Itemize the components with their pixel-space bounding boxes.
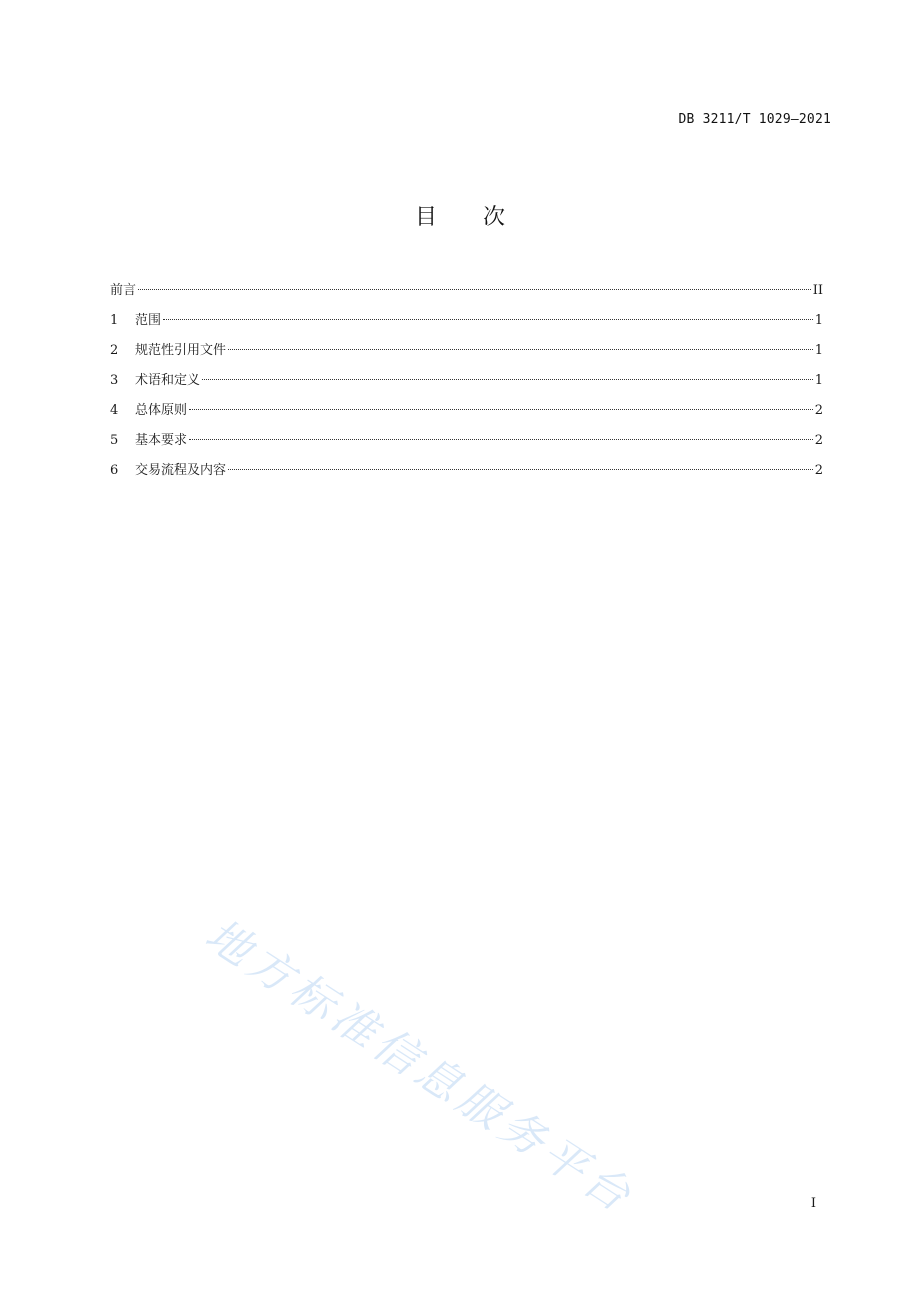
toc-entry-label: 总体原则 [135, 403, 188, 418]
standard-code: DB 3211/T 1029—2021 [678, 112, 831, 127]
title-char-2: 次 [483, 205, 506, 230]
toc-entry-number: 5 [110, 433, 119, 448]
toc-entry-label: 前言 [110, 283, 137, 298]
toc-entry-page: II [812, 283, 823, 298]
page-number: I [810, 1196, 816, 1211]
toc-entry-number: 4 [110, 403, 119, 418]
toc-entry-transaction-process[interactable] [110, 459, 823, 489]
dot-leader [228, 469, 813, 470]
toc-entry-page: 1 [814, 313, 823, 328]
toc-entry-page: 1 [814, 343, 823, 358]
toc-entry-number: 6 [110, 463, 119, 478]
page-title [0, 200, 920, 231]
dot-leader [189, 439, 813, 440]
toc-entry-normative-references[interactable] [110, 339, 823, 369]
toc-entry-foreword[interactable] [110, 279, 823, 309]
toc-entry-page: 2 [814, 433, 823, 448]
toc-entry-number: 3 [110, 373, 119, 388]
toc-entry-number: 1 [110, 313, 119, 328]
toc-entry-label: 术语和定义 [135, 373, 201, 388]
dot-leader [202, 379, 813, 380]
watermark: 地方标准信息服务平台 [196, 909, 644, 1225]
toc-entry-number: 2 [110, 343, 119, 358]
toc-entry-page: 2 [814, 463, 823, 478]
toc-entry-label: 范围 [135, 313, 162, 328]
title-char-1: 目 [414, 205, 437, 230]
dot-leader [163, 319, 813, 320]
toc-entry-label: 基本要求 [135, 433, 188, 448]
dot-leader [228, 349, 813, 350]
toc-entry-basic-requirements[interactable] [110, 429, 823, 459]
toc-entry-terms-definitions[interactable] [110, 369, 823, 399]
table-of-contents [110, 279, 823, 489]
toc-entry-label: 交易流程及内容 [135, 463, 227, 478]
toc-entry-general-principles[interactable] [110, 399, 823, 429]
dot-leader [189, 409, 813, 410]
toc-entry-scope[interactable] [110, 309, 823, 339]
toc-entry-label: 规范性引用文件 [135, 343, 227, 358]
dot-leader [138, 289, 811, 290]
toc-entry-page: 2 [814, 403, 823, 418]
toc-entry-page: 1 [814, 373, 823, 388]
